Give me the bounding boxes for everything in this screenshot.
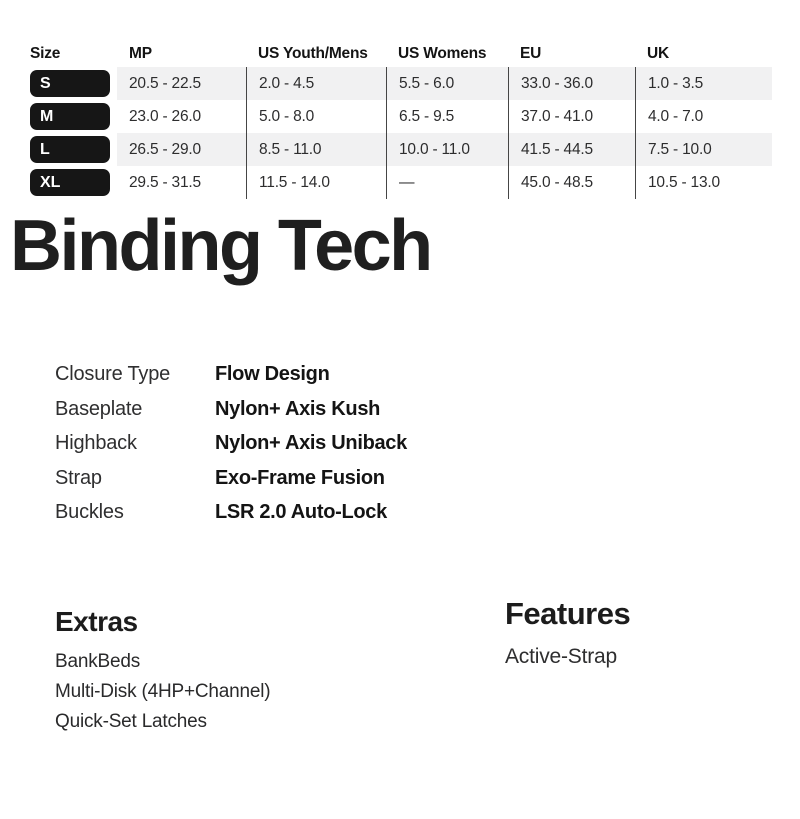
uk-value: 7.5 - 10.0 bbox=[635, 133, 772, 166]
page-title: Binding Tech bbox=[10, 206, 431, 286]
spec-row-buckles bbox=[55, 495, 800, 530]
extras-title: Extras bbox=[55, 605, 138, 637]
size-chart-body bbox=[28, 67, 772, 199]
spec-label: Closure Type bbox=[55, 363, 171, 386]
column-header-us-youth-mens: US Youth/Mens bbox=[258, 44, 368, 62]
spec-label: Strap bbox=[55, 466, 102, 489]
us-womens-value: 10.0 - 11.0 bbox=[386, 133, 508, 166]
uk-value: 4.0 - 7.0 bbox=[635, 100, 772, 133]
size-badge-s: S bbox=[30, 70, 110, 97]
column-header-us-womens: US Womens bbox=[398, 44, 487, 62]
list-item-active-strap: Active-Strap bbox=[505, 644, 617, 668]
us-youth-mens-value: 11.5 - 14.0 bbox=[246, 166, 386, 199]
size-badge-m: M bbox=[30, 103, 110, 130]
spec-value: Flow Design bbox=[215, 363, 330, 386]
features-title: Features bbox=[505, 595, 631, 631]
binding-spec-list bbox=[55, 357, 800, 530]
us-womens-value: — bbox=[386, 166, 508, 199]
size-cell bbox=[28, 100, 117, 133]
features-list bbox=[505, 641, 800, 673]
spec-value: Exo-Frame Fusion bbox=[215, 466, 385, 489]
spec-row-strap bbox=[55, 461, 800, 496]
spec-row-baseplate bbox=[55, 392, 800, 427]
bottom-columns bbox=[0, 596, 800, 737]
mp-value: 23.0 - 26.0 bbox=[129, 107, 201, 125]
spec-value: LSR 2.0 Auto-Lock bbox=[215, 501, 387, 524]
size-cell bbox=[28, 67, 117, 100]
us-womens-value: 5.5 - 6.0 bbox=[386, 67, 508, 100]
us-youth-mens-value: 2.0 - 4.5 bbox=[246, 67, 386, 100]
eu-value: 41.5 - 44.5 bbox=[508, 133, 635, 166]
eu-value: 33.0 - 36.0 bbox=[508, 67, 635, 100]
extras-list bbox=[55, 647, 478, 737]
us-youth-mens-value: 8.5 - 11.0 bbox=[246, 133, 386, 166]
size-row-l bbox=[28, 133, 772, 166]
size-cell bbox=[28, 133, 117, 166]
spec-label: Highback bbox=[55, 432, 137, 455]
column-header-mp: MP bbox=[129, 44, 152, 62]
spec-value: Nylon+ Axis Kush bbox=[215, 397, 381, 420]
column-header-size: Size bbox=[30, 44, 61, 62]
size-cell bbox=[28, 166, 117, 199]
extras-section bbox=[0, 596, 478, 737]
list-item-multi-disk-4hp-channel: Multi-Disk (4HP+Channel) bbox=[55, 680, 271, 702]
mp-value: 20.5 - 22.5 bbox=[117, 67, 246, 100]
uk-value: 1.0 - 3.5 bbox=[635, 67, 772, 100]
size-row-s bbox=[28, 67, 772, 100]
column-header-uk: UK bbox=[647, 44, 669, 62]
spec-label: Baseplate bbox=[55, 397, 143, 420]
size-row-xl bbox=[28, 166, 772, 199]
size-row-m bbox=[28, 100, 772, 133]
eu-value: 45.0 - 48.5 bbox=[508, 166, 635, 199]
spec-row-highback bbox=[55, 426, 800, 461]
spec-value: Nylon+ Axis Uniback bbox=[215, 432, 407, 455]
features-section bbox=[478, 596, 800, 737]
mp-value: 26.5 - 29.0 bbox=[117, 133, 246, 166]
uk-value: 10.5 - 13.0 bbox=[635, 166, 772, 199]
us-womens-value: 6.5 - 9.5 bbox=[386, 100, 508, 133]
binding-spec-page bbox=[0, 40, 800, 737]
us-youth-mens-value: 5.0 - 8.0 bbox=[246, 100, 386, 133]
size-chart-table bbox=[28, 40, 772, 199]
eu-value: 37.0 - 41.0 bbox=[508, 100, 635, 133]
column-header-eu: EU bbox=[520, 44, 542, 62]
spec-row-closure-type bbox=[55, 357, 800, 392]
list-item-quick-set-latches: Quick-Set Latches bbox=[55, 710, 207, 732]
size-badge-xl: XL bbox=[30, 169, 110, 196]
size-chart-header-row bbox=[28, 40, 772, 67]
mp-value: 29.5 - 31.5 bbox=[129, 173, 201, 191]
spec-label: Buckles bbox=[55, 501, 124, 524]
size-badge-l: L bbox=[30, 136, 110, 163]
list-item-bankbeds: BankBeds bbox=[55, 650, 141, 672]
